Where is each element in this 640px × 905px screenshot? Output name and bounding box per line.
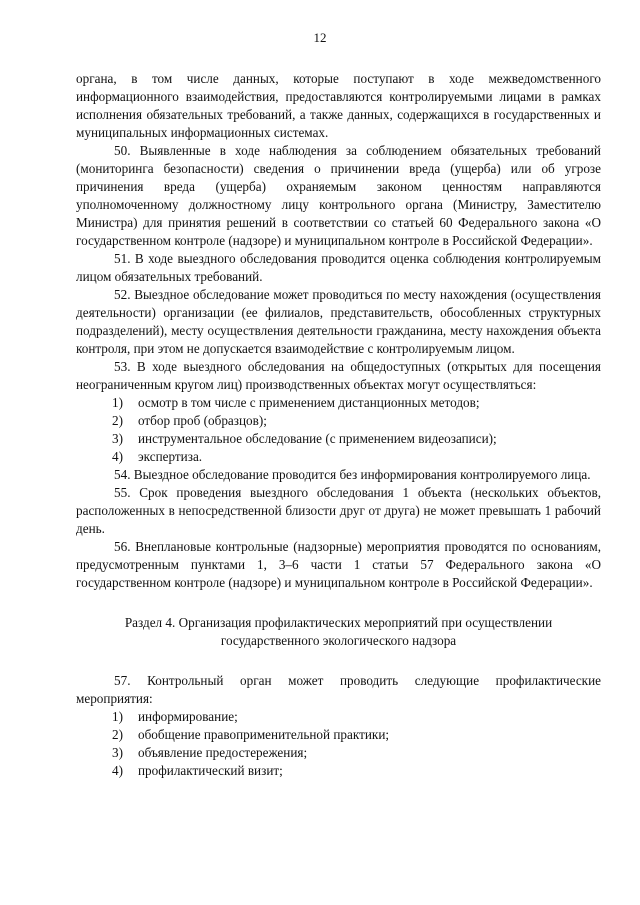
paragraph-54: 54. Выездное обследование проводится без информирования контролируемого лица. bbox=[114, 467, 591, 482]
list-item-number: 1) bbox=[112, 709, 123, 724]
paragraph-56: 56. Внеплановые контрольные (надзорные) мероприятия проводятся по основаниям, предусмотренным пунктами 1, 3–6 части 1 статьи 57 Федерального закона «О государственном контроле (надзоре) и муниципальном контроле в Российской Федерации». bbox=[76, 539, 601, 590]
list-item-number: 3) bbox=[112, 431, 123, 446]
list-item bbox=[76, 430, 601, 448]
list-item-text: информирование; bbox=[138, 709, 238, 724]
section-heading-line-2: государственного экологического надзора bbox=[220, 633, 457, 648]
paragraph-52: 52. Выездное обследование может проводиться по месту нахождения (осуществления деятельности) организации (ее филиалов, представительств, обособленных структурных подразделений), месту осуществления деятельности гражданина, месту нахождения объекта контроля, при этом не допускается взаимодействие с контролируемым лицом. bbox=[76, 287, 601, 356]
document-body bbox=[76, 70, 601, 780]
list-item bbox=[76, 726, 601, 744]
section-heading bbox=[76, 614, 601, 650]
paragraph-50: 50. Выявленные в ходе наблюдения за соблюдением обязательных требований (мониторинга безопасности) сведения о причинении вреда (ущерба) или об угрозе причинения вреда (ущерба) охраняемым законом ценностям направляются уполномоченному должностному лицу контрольного органа (Министру, Заместителю Министра) для принятия решений в соответствии со статьей 60 Федерального закона «О государственном контроле (надзоре) и муниципальном контроле в Российской Федерации». bbox=[76, 143, 601, 248]
page-number: 12 bbox=[313, 30, 327, 45]
paragraph-51: 51. В ходе выездного обследования проводится оценка соблюдения контролируемым лицом обязательных требований. bbox=[76, 251, 601, 284]
list-item bbox=[76, 394, 601, 412]
paragraph-53: 53. В ходе выездного обследования на общедоступных (открытых для посещения неограниченным кругом лиц) производственных объектах могут осуществляться: bbox=[76, 359, 601, 392]
list-item-text: профилактический визит; bbox=[138, 763, 283, 778]
paragraph-55: 55. Срок проведения выездного обследования 1 объекта (нескольких объектов, расположенных в непосредственной близости друг от друга) не может превышать 1 рабочий день. bbox=[76, 485, 601, 536]
list-item-text: обобщение правоприменительной практики; bbox=[138, 727, 390, 742]
list-item-number: 3) bbox=[112, 745, 123, 760]
list-item bbox=[76, 762, 601, 780]
list-item-number: 4) bbox=[112, 449, 123, 464]
list-item-number: 2) bbox=[112, 727, 123, 742]
list-item-number: 4) bbox=[112, 763, 123, 778]
list-item-number: 2) bbox=[112, 413, 123, 428]
section-heading-line-1: Раздел 4. Организация профилактических мероприятий при осуществлении bbox=[124, 615, 553, 630]
list-item-text: инструментальное обследование (с применением видеозаписи); bbox=[138, 431, 497, 446]
list-53 bbox=[76, 394, 601, 466]
list-item bbox=[76, 448, 601, 466]
list-item-number: 1) bbox=[112, 395, 123, 410]
list-item-text: экспертиза. bbox=[138, 449, 203, 464]
list-item bbox=[76, 708, 601, 726]
paragraph-continuation: органа, в том числе данных, которые поступают в ходе межведомственного информационного взаимодействия, предоставляются контролируемыми лицами в рамках исполнения обязательных требований, а также данных, содержащихся в государственных и муниципальных информационных системах. bbox=[76, 71, 601, 140]
list-item-text: отбор проб (образцов); bbox=[138, 413, 267, 428]
list-item-text: осмотр в том числе с применением дистанционных методов; bbox=[138, 395, 480, 410]
list-57 bbox=[76, 708, 601, 780]
list-item bbox=[76, 744, 601, 762]
list-item bbox=[76, 412, 601, 430]
list-item-text: объявление предостережения; bbox=[138, 745, 308, 760]
paragraph-57: 57. Контрольный орган может проводить следующие профилактические мероприятия: bbox=[76, 673, 601, 706]
